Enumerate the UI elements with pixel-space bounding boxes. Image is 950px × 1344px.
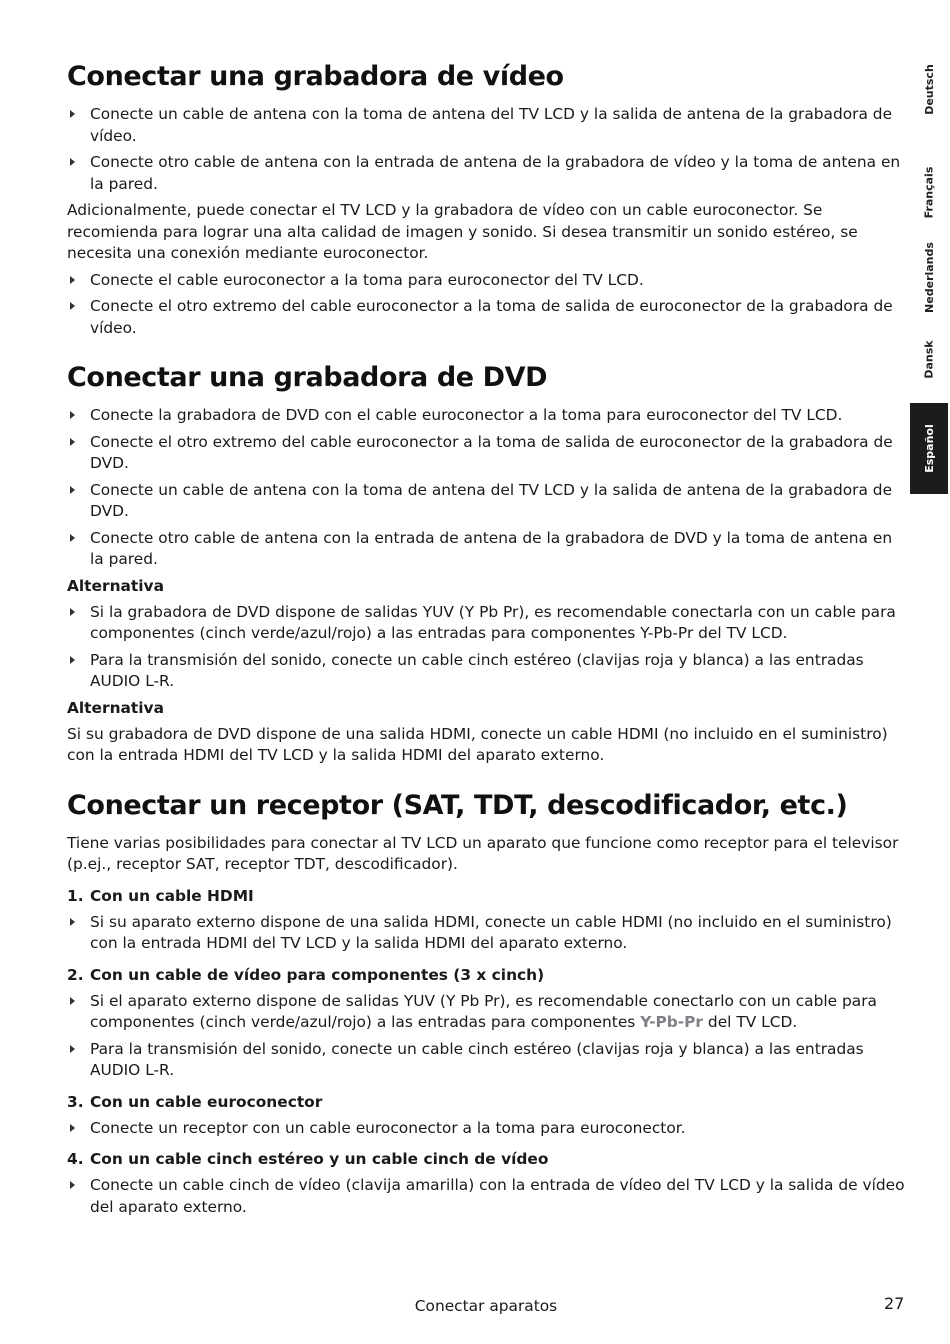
bullet-list — [67, 104, 907, 195]
language-tab-3[interactable] — [910, 330, 948, 388]
language-tab-4[interactable] — [910, 403, 948, 494]
bullet-item — [67, 405, 907, 427]
bullet-item — [67, 602, 907, 645]
bullet-item — [67, 296, 907, 339]
heading-number: 1. — [67, 886, 84, 905]
bullet-list — [67, 1118, 907, 1140]
bullet-text: Conecte otro cable de antena con la entrada de antena de la grabadora de DVD y la toma de antena en la pared. — [90, 528, 893, 568]
bullet-item — [67, 650, 907, 693]
section — [67, 361, 907, 767]
language-tab-1[interactable] — [910, 150, 948, 235]
bullet-list — [67, 912, 907, 955]
numbered-heading — [67, 886, 907, 907]
bullet-list — [67, 991, 907, 1082]
bullet-text: Conecte la grabadora de DVD con el cable euroconector a la toma para euroconector del TV LCD. — [90, 406, 843, 424]
bullet-list — [67, 1175, 907, 1218]
heading-number: 3. — [67, 1092, 84, 1111]
bullet-item — [67, 1118, 907, 1140]
bullet-text: Para la transmisión del sonido, conecte un cable cinch estéreo (clavijas roja y blanca) a las entradas AUDIO L-R. — [90, 650, 864, 690]
bullet-text: Conecte el cable euroconector a la toma para euroconector del TV LCD. — [90, 270, 644, 289]
language-tab-2[interactable] — [910, 232, 948, 322]
section — [67, 789, 907, 1219]
heading-text: Con un cable euroconector — [90, 1092, 323, 1111]
section — [67, 60, 907, 339]
language-tab-label: Español — [922, 424, 936, 473]
language-tab-label: Nederlands — [922, 241, 936, 313]
paragraph: Si su grabadora de DVD dispone de una salida HDMI, conecte un cable HDMI (no incluido en el suministro) con la entrada HDMI del TV LCD y la salida HDMI del aparato externo. — [67, 724, 888, 764]
bullet-item — [67, 104, 907, 147]
bullet-text: Si su aparato externo dispone de una salida HDMI, conecte un cable HDMI (no incluido en el suministro) con la entrada HDMI del TV LCD y la salida HDMI del aparato externo. — [90, 912, 892, 952]
language-tab-label: Deutsch — [922, 63, 936, 115]
paragraph: Adicionalmente, puede conectar el TV LCD y la grabadora de vídeo con un cable euroconector. Se recomienda para lograr una alta calidad de imagen y sonido. Si desea transmitir un sonido estéreo, se necesita una conexión mediante euroconector. — [67, 201, 858, 262]
bullet-text: Para la transmisión del sonido, conecte un cable cinch estéreo (clavijas roja y blanca) a las entradas AUDIO L-R. — [90, 1039, 864, 1079]
bullet-text: Si la grabadora de DVD dispone de salidas YUV (Y Pb Pr), es recomendable conectarla con un cable para componentes (cinch verde/azul/rojo) a las entradas para componentes Y-Pb-Pr del TV LCD. — [90, 602, 896, 642]
section-heading: Conectar una grabadora de DVD — [67, 362, 548, 393]
page-content — [67, 60, 907, 1240]
bullet-item — [67, 432, 907, 475]
bullet-item — [67, 912, 907, 955]
bullet-item — [67, 528, 907, 571]
bullet-text: Conecte un cable de antena con la toma de antena del TV LCD y la salida de antena de la grabadora de vídeo. — [90, 105, 893, 145]
heading-number: 2. — [67, 965, 84, 984]
heading-text: Con un cable de vídeo para componentes (3 x cinch) — [90, 965, 545, 984]
language-tab-label: Français — [922, 166, 936, 219]
footer-chapter-title: Conectar aparatos — [414, 1297, 558, 1315]
section-heading: Conectar una grabadora de vídeo — [67, 61, 564, 92]
bullet-text: Conecte el otro extremo del cable euroconector a la toma de salida de euroconector de la grabadora de DVD. — [90, 432, 893, 472]
numbered-heading — [67, 1149, 907, 1170]
bullet-item — [67, 270, 907, 292]
subheading: Alternativa — [67, 698, 164, 717]
bullet-list — [67, 270, 907, 340]
paragraph: Tiene varias posibilidades para conectar al TV LCD un aparato que funcione como receptor para el televisor (p.ej., receptor SAT, receptor TDT, descodificador). — [67, 833, 899, 873]
bullet-text: Conecte un cable cinch de vídeo (clavija amarilla) con la entrada de vídeo del TV LCD y la salida de vídeo del aparato externo. — [90, 1176, 905, 1216]
page-number: 27 — [884, 1294, 905, 1313]
bullet-item — [67, 1175, 907, 1218]
bullet-list — [67, 405, 907, 571]
bullet-text: Conecte otro cable de antena con la entrada de antena de la grabadora de vídeo y la toma de antena en la pared. — [90, 153, 901, 193]
bullet-list — [67, 602, 907, 693]
bullet-item — [67, 991, 907, 1034]
bullet-text-end: del TV LCD. — [703, 1013, 798, 1031]
heading-text: Con un cable cinch estéreo y un cable cinch de vídeo — [90, 1150, 549, 1168]
numbered-heading — [67, 1092, 907, 1113]
bullet-item — [67, 152, 907, 195]
language-tab-0[interactable] — [910, 60, 948, 118]
subheading: Alternativa — [67, 576, 164, 595]
numbered-heading — [67, 965, 907, 986]
bullet-text: Conecte un cable de antena con la toma de antena del TV LCD y la salida de antena de la grabadora de DVD. — [90, 480, 893, 520]
bullet-item — [67, 1039, 907, 1082]
highlighted-term: Y-Pb-Pr — [640, 1013, 704, 1031]
heading-number: 4. — [67, 1150, 84, 1168]
language-tab-label: Dansk — [922, 339, 936, 379]
bullet-text: Conecte el otro extremo del cable euroconector a la toma de salida de euroconector de la grabadora de vídeo. — [90, 297, 893, 337]
section-heading: Conectar un receptor (SAT, TDT, descodificador, etc.) — [67, 789, 848, 821]
bullet-text: Conecte un receptor con un cable euroconector a la toma para euroconector. — [90, 1118, 686, 1137]
bullet-item — [67, 480, 907, 523]
heading-text: Con un cable HDMI — [90, 886, 254, 905]
bullet-text: Si el aparato externo dispone de salidas YUV (Y Pb Pr), es recomendable conectarlo con un cable para componentes (cinch verde/azul/rojo) a las entradas para componentes — [90, 991, 877, 1031]
